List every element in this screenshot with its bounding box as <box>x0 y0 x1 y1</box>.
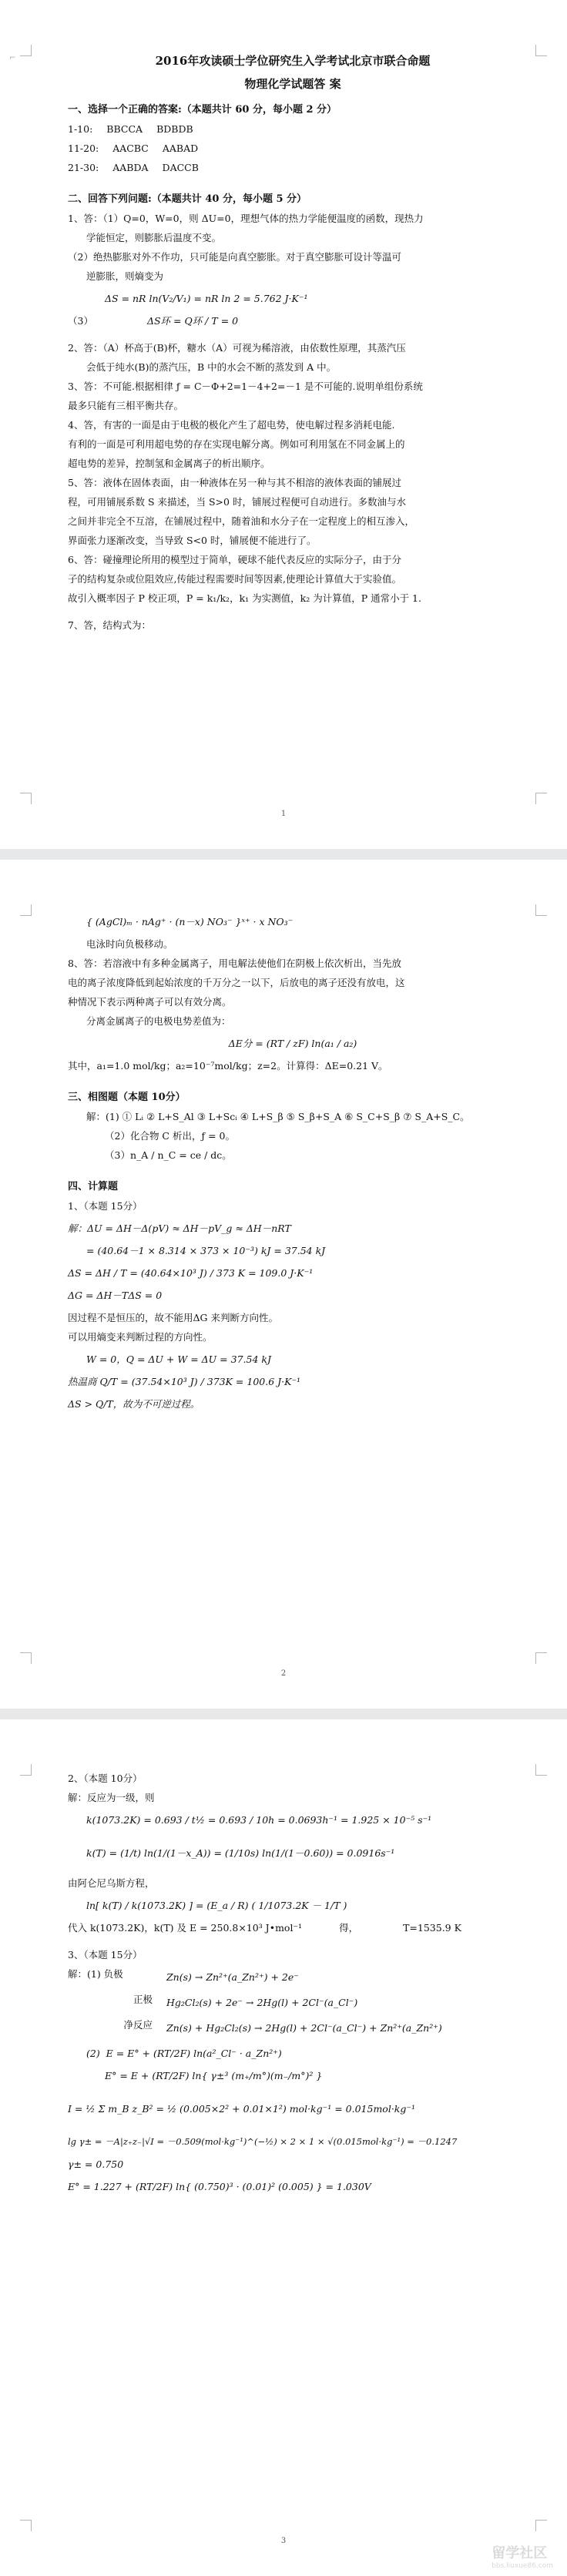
page-3-content: 2、（本题 10分） 解：反应为一级，则 k(1073.2K) = 0.693 / t½ = 0.693 / 10h = 0.0693h⁻¹ = 1.925 × 10⁻⁵ s⁻¹ k(T) = (1/t) ln(1/(1－x_A)) = (1/10s) ln(1/(1－0.60)) = 0.0916s⁻¹ 由阿仑尼乌斯方程， ln[ k(T) / k(1073.2K) ] = (E_a / R) ( 1/1073.2K － 1/T ) 代入 k(1073.2K)，k(T) 及 E = 250.8×10³ J•mol⁻¹ 得， T=1535.9 K 3、（本题 15分） 解：(1) 负极 Zn(s) → Zn²⁺(a_Zn²⁺) + 2e⁻ 正极 Hg₂Cl₂(s) + 2e⁻ → 2Hg(l) + 2Cl⁻(a_Cl⁻) 净反应 Zn(s) + Hg₂Cl₂(s) → 2Hg(l) + 2Cl⁻(a_Cl⁻) + Zn²⁺(a_Zn²⁺) (2) E = E° + (RT/2F) ln(a²_Cl⁻ · a_Zn²⁺) E° = E + (RT/2F) ln{ γ±³ (m₊/m°)(m₋/m°)² } I = ½ Σ m_B z_B² = ½ (0.005×2² + 0.01×1²) mol·kg⁻¹ = 0.015mol·kg⁻¹ lg γ± = －A|z₊z₋|√I = －0.509(mol·kg⁻¹)^(−½) × 2 × 1 × √(0.015mol·kg⁻¹) = －0.1247 γ± = 0.750 E° = 1.227 + (RT/2F) ln{ (0.750)³ · (0.01)² (0.005) } = 1.030V <box>68 1769 518 2199</box>
page-2-content: { (AgCl)ₘ · nAg⁺ · (n－x) NO₃⁻ }ˣ⁺ · x NO₃⁻ 电泳时向负极移动。 8、答：若溶液中有多种金属离子，用电解法使他们在阴极上依次析出，当先放 电的离子浓度降低到起始浓度的千万分之一以下，后放电的离子还没有放电，这 种情况下表示两种离子可以有效分离。 分离金属离子的电极电势差值为： ΔE分 = (RT / zF) ln(a₁ / a₂) 其中，a₁=1.0 mol/kg；a₂=10⁻⁷mol/kg；z=2。计算得：ΔE=0.21 V。 三、相图题（本题 10分） 解：(1) ① Lᵢ ② L+S_Al ③ L+Scᵢ ④ L+S_β ⑤ S_β+S_A ⑥ S_C+S_β ⑦ S_A+S_C。 （2）化合物 C 析出，ƒ = 0。 （3）n_A / n_C = ce / dc。 四、计算题 1、（本题 15分） 解：ΔU = ΔH－Δ(pV) ≈ ΔH－pV_g ≈ ΔH－nRT = (40.64－1 × 8.314 × 373 × 10⁻³) kJ = 37.54 kJ ΔS = ΔH / T = (40.64×10³ J) / 373 K = 109.0 J·K⁻¹ ΔG = ΔH－TΔS = 0 因过程不是恒压的，故不能用ΔG 来判断方向性。 可以用熵变来判断过程的方向性。 W = 0，Q = ΔU + W = ΔU = 37.54 kJ 热温商 Q/T = (37.54×10³ J) / 373K = 100.6 J·K⁻¹ ΔS > Q/T，故为不可逆过程。 <box>68 909 518 1417</box>
section-1-heading: 一、选择一个正确的答案:（本题共计 60 分，每小题 2 分） <box>68 104 337 116</box>
page-number: 1 <box>280 810 287 818</box>
arrhenius-equation: ln[ k(T) / k(1073.2K) ] = (E_a / R) ( 1/1073.2K － 1/T ) <box>86 1900 347 1911</box>
document-subtitle: 物理化学试题答 案 <box>244 77 341 91</box>
answer-row-2: 11-20: AACBC AABAD <box>68 143 199 154</box>
rate-constant-equation: k(1073.2K) = 0.693 / t½ = 0.693 / 10h = 0.0693h⁻¹ = 1.925 × 10⁻⁵ s⁻¹ <box>86 1814 432 1826</box>
q7-colloid-formula: { (AgCl)ₘ · nAg⁺ · (n－x) NO₃⁻ }ˣ⁺ · x NO₃⁻ <box>86 916 294 927</box>
answer-row-1: 1-10: BBCCA BDBDB <box>68 123 193 135</box>
q2-text: 2、答：（A）杯高于(B)杯，糖水（A）可视为稀溶液，由依数性原理，其蒸汽压 <box>68 342 406 354</box>
section-3-heading: 三、相图题（本题 10分） <box>68 1092 186 1103</box>
page-number: 3 <box>280 2537 287 2545</box>
calc-2-heading: 2、（本题 10分） <box>68 1773 143 1784</box>
ionic-strength-equation: I = ½ Σ m_B z_B² = ½ (0.005×2² + 0.01×1²) mol·kg⁻¹ = 0.015mol·kg⁻¹ <box>68 2103 415 2115</box>
standard-emf-result: E° = 1.227 + (RT/2F) ln{ (0.750)³ · (0.01)² (0.005) } = 1.030V <box>68 2181 371 2192</box>
calc-3-heading: 3、（本题 15分） <box>68 1949 143 1961</box>
document-page-2 <box>0 860 567 1709</box>
page-edge-mark-icon: ⌐ <box>9 54 16 62</box>
document-page-3 <box>0 1719 567 2576</box>
watermark-logo: 留学社区 bbs.liuxue86.com <box>492 2545 553 2570</box>
document-page-1 <box>0 0 567 849</box>
q8-text: 8、答：若溶液中有多种金属离子，用电解法使他们在阴极上依次析出，当先放 <box>68 958 401 969</box>
q3-text: 3、答：不可能.根据相律 ƒ = C－Φ+2=1－4+2=－1 是不可能的.说明单组份系统 <box>68 381 423 392</box>
document-title: 2016年攻读硕士学位研究生入学考试北京市联合命题 <box>155 54 431 68</box>
calc-1-heading: 1、（本题 15分） <box>68 1200 143 1212</box>
q1-part3: （3） ΔS环 = Q环 / T = 0 <box>68 315 239 327</box>
section-2-heading: 二、回答下列问题:（本题共计 40 分，每小题 5 分） <box>68 193 307 205</box>
q8-potential-equation: ΔE分 = (RT / zF) ln(a₁ / a₂) <box>228 1038 357 1049</box>
q1-entropy-equation: ΔS = nR ln(V₂/V₁) = nR ln 2 = 5.762 J·K⁻¹ <box>105 293 308 304</box>
page-number: 2 <box>280 1669 287 1678</box>
q7-text: 7、答，结构式为： <box>68 619 151 631</box>
q6-text: 6、答：碰撞理论所用的模型过于简单，硬球不能代表反应的实际分子，由于分 <box>68 554 401 565</box>
q1-text: 1、答：（1）Q=0，W=0，则 ΔU=0，理想气体的热力学能便温度的函数，现热力 <box>68 213 424 224</box>
answer-row-3: 21-30: AABDA DACCB <box>68 162 199 173</box>
q4-text: 4、答，有害的一面是由于电极的极化产生了超电势，使电解过程多消耗电能. <box>68 419 395 431</box>
q5-text: 5、答：液体在固体表面，由一种液体在另一种与其不相溶的液体表面的铺展过 <box>68 477 401 488</box>
page-1-content: 2016年攻读硕士学位研究生入学考试北京市联合命题 物理化学试题答 案 一、选择一个正确的答案:（本题共计 60 分，每小题 2 分） 1-10: BBCCA BDBDB 11-20: AACBC AABAD 21-30: AABDA DACCB 二、回答下列问题:（本题共计 40 分，每小题 5 分） 1、答：（1）Q=0，W=0，则 ΔU=0，理想气体的热力学能便温度的函数，现热力 学能恒定，则膨胀后温度不变。 （2）绝热膨胀对外不作功，只可能是向真空膨胀。对于真空膨胀可设计等温可 逆膨胀，则熵变为 ΔS = nR ln(V₂/V₁) = nR ln 2 = 5.762 J·K⁻¹ （3） ΔS环 = Q环 / T = 0 2、答：（A）杯高于(B)杯，糖水（A）可视为稀溶液，由依数性原理，其蒸汽压 会低于纯水(B)的蒸汽压，B 中的水会不断的蒸发到 A 中。 3、答：不可能.根据相律 ƒ = C－Φ+2=1－4+2=－1 是不可能的.说明单组份系统 最多只能有三相平衡共存。 4、答，有害的一面是由于电极的极化产生了超电势，使电解过程多消耗电能. 有利的一面是可利用超电势的存在实现电解分离。例如可利用氢在不同金属上的 超电势的差异，控制氢和金属离子的析出顺序。 5、答：液体在固体表面，由一种液体在另一种与其不相溶的液体表面的铺展过 程，可用铺展系数 S 来描述，当 S>0 时，铺展过程便可自动进行。多数油与水 之间并非完全不互溶，在铺展过程中，随着油和水分子在一定程度上的相互渗入， 界面张力逐渐改变，当导致 S<0 时，铺展便不能进行了。 6、答：碰撞理论所用的模型过于简单，硬球不能代表反应的实际分子，由于分 子的结构复杂或位阻效应,传能过程需要时间等因素,使理论计算值大于实验值。 故引入概率因子 P 校正项，P = k₁/k₂，k₁ 为实测值，k₂ 为计算值，P 通常小于 1. 7、答，结构式为： <box>68 49 518 635</box>
section-4-heading: 四、计算题 <box>68 1181 119 1192</box>
